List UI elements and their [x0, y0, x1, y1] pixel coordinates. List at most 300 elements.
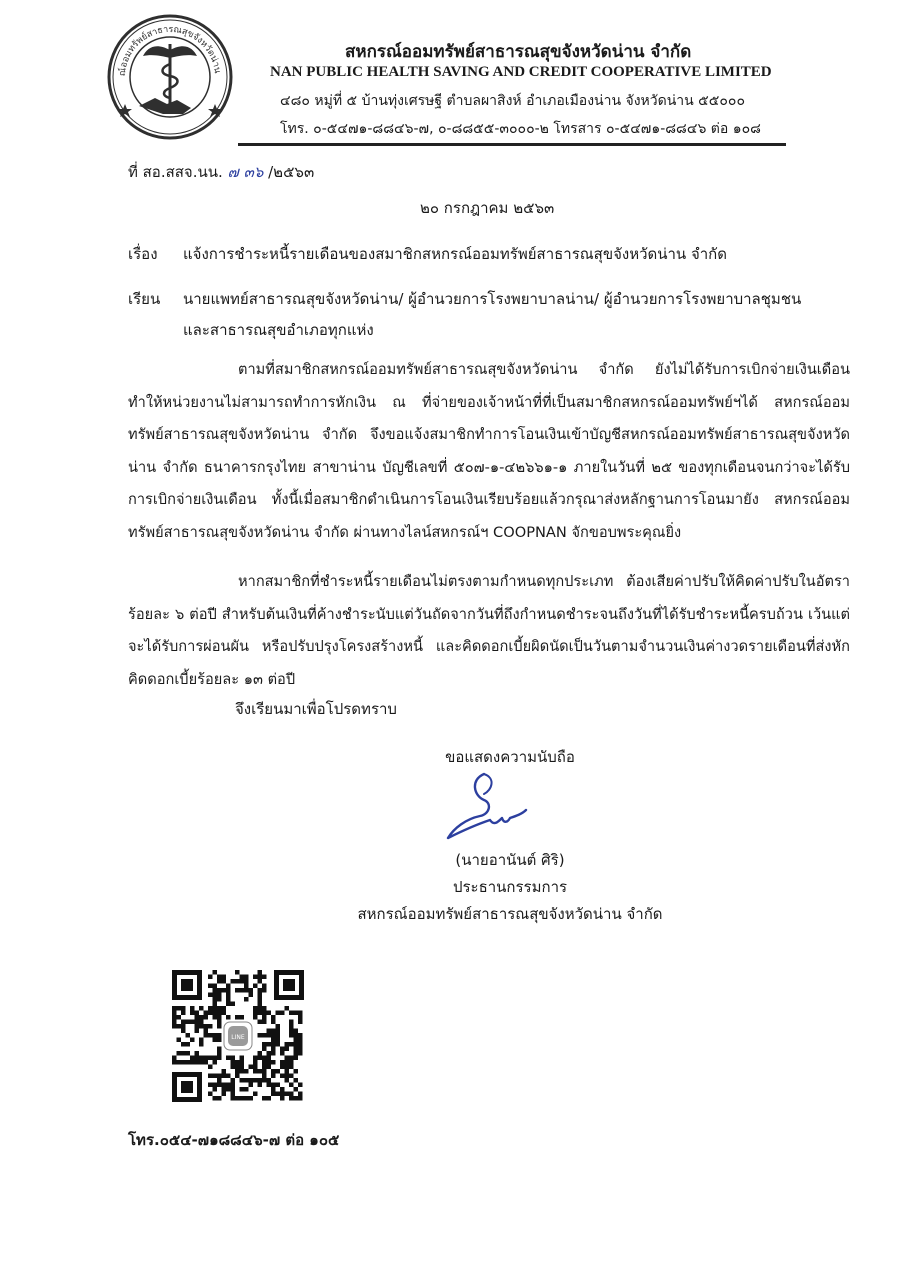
organization-address: ๔๘๐ หมู่ที่ ๕ บ้านทุ่งเศรษฐี ตำบลผาสิงห์ อำเภอเมืองน่าน จังหวัดน่าน ๕๕๐๐๐ — [280, 93, 745, 109]
qr-module — [208, 1074, 213, 1079]
qr-module — [253, 1006, 258, 1011]
subject-text: แจ้งการชำระหนี้รายเดือนของสมาชิกสหกรณ์ออมทรัพย์สาธารณสุขจังหวัดน่าน จำกัด — [183, 245, 727, 263]
qr-module — [195, 1060, 200, 1065]
qr-module — [222, 1011, 227, 1016]
qr-module — [226, 1087, 231, 1092]
qr-module — [240, 988, 245, 993]
qr-module — [271, 1069, 276, 1074]
qr-module — [190, 1006, 195, 1011]
qr-module — [204, 1029, 209, 1034]
qr-module — [271, 1038, 276, 1043]
qr-module — [262, 1065, 267, 1070]
qr-module — [226, 1056, 231, 1061]
addressee-line-2: และสาธารณสุขอำเภอทุกแห่ง — [183, 321, 374, 339]
qr-module — [213, 1096, 218, 1101]
qr-module — [213, 1083, 218, 1088]
qr-module — [267, 1011, 272, 1016]
qr-module — [249, 1065, 254, 1070]
qr-module — [285, 1006, 290, 1011]
qr-module — [213, 984, 218, 989]
qr-module — [262, 1096, 267, 1101]
qr-module — [262, 1042, 267, 1047]
qr-module — [181, 1042, 186, 1047]
qr-module — [213, 1006, 218, 1011]
qr-module — [222, 1087, 227, 1092]
qr-module — [258, 1056, 263, 1061]
qr-module — [177, 1024, 182, 1029]
qr-module — [181, 1024, 186, 1029]
document-date: ๒๐ กรกฎาคม ๒๕๖๓ — [420, 199, 555, 217]
qr-module — [262, 1006, 267, 1011]
qr-module — [181, 1020, 186, 1025]
qr-module — [271, 1029, 276, 1034]
qr-module — [258, 1078, 263, 1083]
qr-module — [231, 1060, 236, 1065]
qr-module — [294, 1029, 299, 1034]
qr-module — [244, 984, 249, 989]
qr-module — [262, 1047, 267, 1052]
qr-module — [217, 1011, 222, 1016]
qr-module — [258, 993, 263, 998]
qr-module — [294, 1047, 299, 1052]
qr-module — [172, 1056, 177, 1061]
qr-module — [262, 1011, 267, 1016]
qr-module — [235, 970, 240, 975]
qr-module — [244, 1069, 249, 1074]
qr-module — [249, 1083, 254, 1088]
qr-module — [298, 1011, 303, 1016]
qr-module — [195, 1051, 200, 1056]
qr-module — [262, 984, 267, 989]
qr-module — [235, 1096, 240, 1101]
qr-module — [298, 1092, 303, 1097]
qr-module — [271, 1015, 276, 1020]
qr-module — [276, 1024, 281, 1029]
qr-module — [294, 1038, 299, 1043]
qr-module — [258, 979, 263, 984]
contact-phone: โทร.๐๕๔-๗๑๘๘๔๖-๗ ต่อ ๑๐๕ — [128, 1131, 340, 1149]
qr-module — [258, 975, 263, 980]
qr-module — [217, 1074, 222, 1079]
qr-module — [289, 1065, 294, 1070]
cooperative-seal-logo — [105, 12, 235, 142]
qr-module — [204, 1024, 209, 1029]
qr-module — [231, 1002, 236, 1007]
qr-module — [195, 1056, 200, 1061]
qr-module — [240, 1065, 245, 1070]
qr-module — [298, 1033, 303, 1038]
qr-module — [271, 1020, 276, 1025]
qr-module — [177, 1038, 182, 1043]
qr-module — [181, 1060, 186, 1065]
qr-module — [240, 1060, 245, 1065]
qr-module — [217, 975, 222, 980]
signatory-position: ประธานกรรมการ — [452, 878, 568, 896]
qr-module — [217, 1096, 222, 1101]
qr-module — [262, 1020, 267, 1025]
qr-module — [217, 1020, 222, 1025]
qr-module — [190, 1011, 195, 1016]
qr-module — [217, 1024, 222, 1029]
organization-name-english: NAN PUBLIC HEALTH SAVING AND CREDIT COOPERATIVE LIMITED — [270, 64, 772, 80]
qr-module — [253, 1069, 258, 1074]
qr-module — [231, 1092, 236, 1097]
qr-module — [276, 1083, 281, 1088]
qr-module — [262, 1069, 267, 1074]
qr-module — [262, 988, 267, 993]
qr-module — [208, 1024, 213, 1029]
qr-module — [258, 1006, 263, 1011]
qr-module — [181, 1051, 186, 1056]
qr-module — [226, 988, 231, 993]
document-reference — [128, 160, 314, 184]
qr-module — [208, 1033, 213, 1038]
qr-module — [217, 993, 222, 998]
qr-module — [285, 1047, 290, 1052]
qr-module — [226, 1083, 231, 1088]
qr-module — [222, 1074, 227, 1079]
qr-module — [240, 1078, 245, 1083]
qr-module — [213, 1038, 218, 1043]
qr-module — [285, 1065, 290, 1070]
qr-module — [213, 1087, 218, 1092]
qr-module — [222, 1083, 227, 1088]
qr-module — [195, 1011, 200, 1016]
qr-module — [217, 988, 222, 993]
qr-module — [285, 1092, 290, 1097]
qr-module — [177, 1051, 182, 1056]
qr-module — [172, 1020, 177, 1025]
qr-module — [213, 1011, 218, 1016]
qr-module — [253, 1056, 258, 1061]
qr-module — [199, 1038, 204, 1043]
qr-module — [294, 1011, 299, 1016]
qr-module — [294, 1033, 299, 1038]
qr-module — [213, 970, 218, 975]
qr-module — [298, 1015, 303, 1020]
qr-module — [244, 997, 249, 1002]
qr-module — [271, 1051, 276, 1056]
qr-module — [231, 1096, 236, 1101]
qr-module — [262, 1056, 267, 1061]
reference-prefix: ที่ สอ.สสจ.นน. — [128, 163, 223, 181]
qr-module — [222, 1069, 227, 1074]
qr-module — [231, 1078, 236, 1083]
qr-module — [280, 1047, 285, 1052]
qr-module — [253, 975, 258, 980]
qr-module — [204, 1033, 209, 1038]
qr-module — [258, 1033, 263, 1038]
qr-module — [217, 1056, 222, 1061]
qr-module — [208, 1092, 213, 1097]
qr-module — [222, 988, 227, 993]
qr-module — [213, 1056, 218, 1061]
qr-module — [253, 1015, 258, 1020]
qr-module — [199, 1020, 204, 1025]
qr-module — [213, 1033, 218, 1038]
qr-module — [298, 1051, 303, 1056]
qr-module — [195, 1024, 200, 1029]
qr-module — [258, 1020, 263, 1025]
qr-module — [262, 975, 267, 980]
qr-module — [199, 1042, 204, 1047]
qr-module — [226, 993, 231, 998]
qr-module — [199, 1006, 204, 1011]
qr-module — [190, 1060, 195, 1065]
qr-module — [240, 1015, 245, 1020]
qr-module — [253, 1011, 258, 1016]
qr-module — [222, 975, 227, 980]
qr-module — [217, 1047, 222, 1052]
qr-module — [253, 1065, 258, 1070]
qr-module — [213, 993, 218, 998]
line-badge-text: LINE — [231, 1034, 245, 1041]
qr-module — [231, 1065, 236, 1070]
signatory-name: (นายอานันต์ ศิริ) — [455, 851, 565, 869]
qr-module — [213, 1015, 218, 1020]
qr-module — [285, 1069, 290, 1074]
qr-module — [244, 1087, 249, 1092]
qr-module — [276, 1011, 281, 1016]
qr-module — [285, 1078, 290, 1083]
qr-module — [267, 1083, 272, 1088]
qr-module — [280, 1060, 285, 1065]
qr-module — [271, 1047, 276, 1052]
qr-module — [240, 1056, 245, 1061]
qr-module — [208, 1056, 213, 1061]
qr-module — [235, 1015, 240, 1020]
qr-module — [249, 993, 254, 998]
qr-module — [249, 1078, 254, 1083]
qr-module — [208, 1083, 213, 1088]
qr-module — [240, 1069, 245, 1074]
qr-module — [217, 1033, 222, 1038]
qr-module — [190, 1038, 195, 1043]
qr-module — [276, 1038, 281, 1043]
qr-module — [190, 1056, 195, 1061]
qr-module — [285, 1074, 290, 1079]
qr-module — [222, 1092, 227, 1097]
qr-module — [262, 1060, 267, 1065]
qr-module — [262, 1074, 267, 1079]
qr-module — [253, 1060, 258, 1065]
qr-module — [289, 1096, 294, 1101]
qr-module — [294, 1078, 299, 1083]
qr-module — [208, 1006, 213, 1011]
qr-module — [244, 988, 249, 993]
qr-module — [267, 1078, 272, 1083]
qr-module — [280, 1092, 285, 1097]
qr-module — [289, 1042, 294, 1047]
qr-module — [217, 1038, 222, 1043]
closing-line: จึงเรียนมาเพื่อโปรดทราบ — [235, 700, 397, 718]
qr-module — [267, 1033, 272, 1038]
qr-module — [208, 984, 213, 989]
qr-module — [231, 1056, 236, 1061]
qr-module — [235, 988, 240, 993]
qr-module — [289, 1011, 294, 1016]
qr-module — [235, 1069, 240, 1074]
qr-module — [298, 1020, 303, 1025]
qr-module — [235, 1074, 240, 1079]
qr-module — [226, 1074, 231, 1079]
qr-module — [186, 1060, 191, 1065]
qr-module — [271, 1083, 276, 1088]
qr-module — [217, 1083, 222, 1088]
qr-module — [186, 1033, 191, 1038]
qr-module — [226, 1002, 231, 1007]
qr-module — [217, 1051, 222, 1056]
qr-module — [294, 1051, 299, 1056]
qr-module — [271, 1074, 276, 1079]
qr-module — [289, 1056, 294, 1061]
qr-module — [258, 1002, 263, 1007]
qr-module — [217, 1006, 222, 1011]
qr-module — [172, 1006, 177, 1011]
qr-module — [244, 975, 249, 980]
qr-module — [213, 997, 218, 1002]
body-paragraph-1: ตามที่สมาชิกสหกรณ์ออมทรัพย์สาธารณสุขจังหวัดน่าน จำกัด ยังไม่ได้รับการเบิกจ่ายเงินเดือนทำให้หน่วยงานไม่สามารถทำการหักเงิน ณ ที่จ่ายของเจ้าหน้าที่ที่เป็นสมาชิกสหกรณ์ออมทรัพย์ฯได้ สหกรณ์ออมทรัพย์สาธารณสุขจังหวัดน่าน จำกัด จึงขอแจ้งสมาชิกทำการโอนเงินเข้าบัญชีสหกรณ์ออมทรัพย์สาธารณสุขจังหวัดน่าน จำกัด ธนาคารกรุงไทย สาขาน่าน บัญชีเลขที่ ๕๐๗-๑-๔๒๖๖๑-๑ ภายในวันที่ ๒๕ ของทุกเดือนจนกว่าจะได้รับการเบิกจ่ายเงินเดือน ทั้งนี้เมื่อสมาชิกดำเนินการโอนเงินเรียบร้อยแล้วกรุณาส่งหลักฐานการโอนมายัง สหกรณ์ออมทรัพย์สาธารณสุขจังหวัดน่าน จำกัด ผ่านทางไลน์สหกรณ์ฯ COOPNAN จักขอบพระคุณยิ่ง — [128, 361, 850, 541]
qr-module — [289, 1020, 294, 1025]
qr-module — [204, 1015, 209, 1020]
qr-module — [235, 979, 240, 984]
qr-module — [271, 1042, 276, 1047]
qr-module — [172, 1060, 177, 1065]
qr-module — [280, 1065, 285, 1070]
qr-module — [262, 1033, 267, 1038]
qr-module — [271, 1092, 276, 1097]
reference-handwritten-number: ๗ ๓๖ — [227, 163, 264, 181]
qr-module — [204, 1060, 209, 1065]
qr-module — [240, 1096, 245, 1101]
addressee-label: เรียน — [128, 290, 161, 308]
qr-module — [240, 979, 245, 984]
organization-phone: โทร. ๐-๕๔๗๑-๘๘๔๖-๗, ๐-๘๘๕๕-๓๐๐๐-๒ โทรสาร ๐-๕๔๗๑-๘๘๔๖ ต่อ ๑๐๘ — [280, 121, 761, 137]
qr-module — [181, 1006, 186, 1011]
qr-module — [276, 1033, 281, 1038]
qr-module — [258, 1051, 263, 1056]
qr-module — [217, 1078, 222, 1083]
qr-module — [276, 1029, 281, 1034]
qr-module — [253, 1092, 258, 1097]
qr-module — [294, 1069, 299, 1074]
qr-module — [186, 1042, 191, 1047]
qr-module — [208, 975, 213, 980]
qr-module — [199, 1024, 204, 1029]
qr-module — [253, 984, 258, 989]
qr-module — [267, 1096, 272, 1101]
qr-module — [172, 1015, 177, 1020]
organization-name-thai: สหกรณ์ออมทรัพย์สาธารณสุขจังหวัดน่าน จำกัด — [345, 42, 692, 62]
handwritten-signature — [440, 770, 530, 845]
qr-module — [186, 1020, 191, 1025]
qr-module — [262, 1078, 267, 1083]
qr-module — [289, 1024, 294, 1029]
qr-module — [267, 1065, 272, 1070]
qr-module — [181, 1011, 186, 1016]
qr-module — [195, 1020, 200, 1025]
qr-module — [285, 1060, 290, 1065]
qr-module — [253, 1078, 258, 1083]
body-paragraph-2: หากสมาชิกที่ชำระหนี้รายเดือนไม่ตรงตามกำหนดทุกประเภท ต้องเสียค่าปรับให้คิดค่าปรับในอัตราร้อยละ ๖ ต่อปี สำหรับต้นเงินที่ค้างชำระนับแต่วันถัดจากวันที่ถึงกำหนดชำระจนถึงวันที่ได้รับชำระหนี้ครบถ้วน เว้นแต่จะได้รับการผ่อนผัน หรือปรับปรุงโครงสร้างหนี้ และคิดดอกเบี้ยผิดนัดเป็นวันตามจำนวนเงินค่างวดรายเดือนที่ส่งหัก คิดดอกเบี้ยร้อยละ ๑๓ ต่อปี — [128, 573, 850, 688]
qr-module — [289, 1092, 294, 1097]
qr-module — [267, 1042, 272, 1047]
qr-module — [226, 1015, 231, 1020]
qr-module — [199, 1015, 204, 1020]
qr-module — [177, 1006, 182, 1011]
qr-module — [258, 997, 263, 1002]
addressee-line-1: นายแพทย์สาธารณสุขจังหวัดน่าน/ ผู้อำนวยการโรงพยาบาลน่าน/ ผู้อำนวยการโรงพยาบาลชุมชน — [183, 290, 802, 308]
qr-module — [262, 1015, 267, 1020]
qr-module — [249, 1096, 254, 1101]
qr-module — [276, 1042, 281, 1047]
qr-module — [276, 1092, 281, 1097]
qr-module — [177, 1015, 182, 1020]
qr-module — [280, 1051, 285, 1056]
qr-module — [276, 1069, 281, 1074]
qr-module — [217, 997, 222, 1002]
qr-module — [213, 1002, 218, 1007]
qr-module — [208, 1011, 213, 1016]
qr-module — [267, 1051, 272, 1056]
qr-module — [244, 1078, 249, 1083]
qr-module — [298, 1083, 303, 1088]
qr-module — [280, 1087, 285, 1092]
qr-module — [204, 1011, 209, 1016]
qr-module — [231, 979, 236, 984]
qr-module — [294, 1056, 299, 1061]
qr-module — [226, 997, 231, 1002]
qr-module — [222, 979, 227, 984]
qr-module — [298, 1047, 303, 1052]
qr-module — [285, 1056, 290, 1061]
qr-module — [204, 1056, 209, 1061]
qr-module — [181, 1029, 186, 1034]
qr-module — [177, 1060, 182, 1065]
qr-module — [271, 1033, 276, 1038]
qr-module — [186, 1051, 191, 1056]
qr-module — [172, 1011, 177, 1016]
qr-module — [244, 1096, 249, 1101]
line-qr-code[interactable] — [170, 968, 306, 1104]
qr-module — [280, 1011, 285, 1016]
header-divider — [238, 143, 786, 146]
qr-module — [267, 1060, 272, 1065]
qr-module — [258, 988, 263, 993]
qr-module — [244, 979, 249, 984]
reference-year: /๒๕๖๓ — [268, 163, 315, 181]
qr-module — [298, 1038, 303, 1043]
qr-module — [280, 1074, 285, 1079]
qr-module — [231, 1087, 236, 1092]
qr-module — [217, 979, 222, 984]
qr-module — [231, 1083, 236, 1088]
qr-module — [195, 1029, 200, 1034]
qr-module — [240, 975, 245, 980]
qr-module — [235, 1060, 240, 1065]
qr-module — [213, 1074, 218, 1079]
complimentary-close: ขอแสดงความนับถือ — [445, 748, 575, 766]
seal-ring-text: ณ์ออมทรัพย์สาธารณสุขจังหวัดน่าน — [117, 24, 222, 77]
qr-module — [258, 1069, 263, 1074]
qr-module — [199, 1056, 204, 1061]
qr-module — [213, 1060, 218, 1065]
qr-module — [285, 1042, 290, 1047]
qr-module — [271, 1060, 276, 1065]
qr-module — [267, 1056, 272, 1061]
qr-module — [280, 1096, 285, 1101]
qr-module — [195, 1015, 200, 1020]
